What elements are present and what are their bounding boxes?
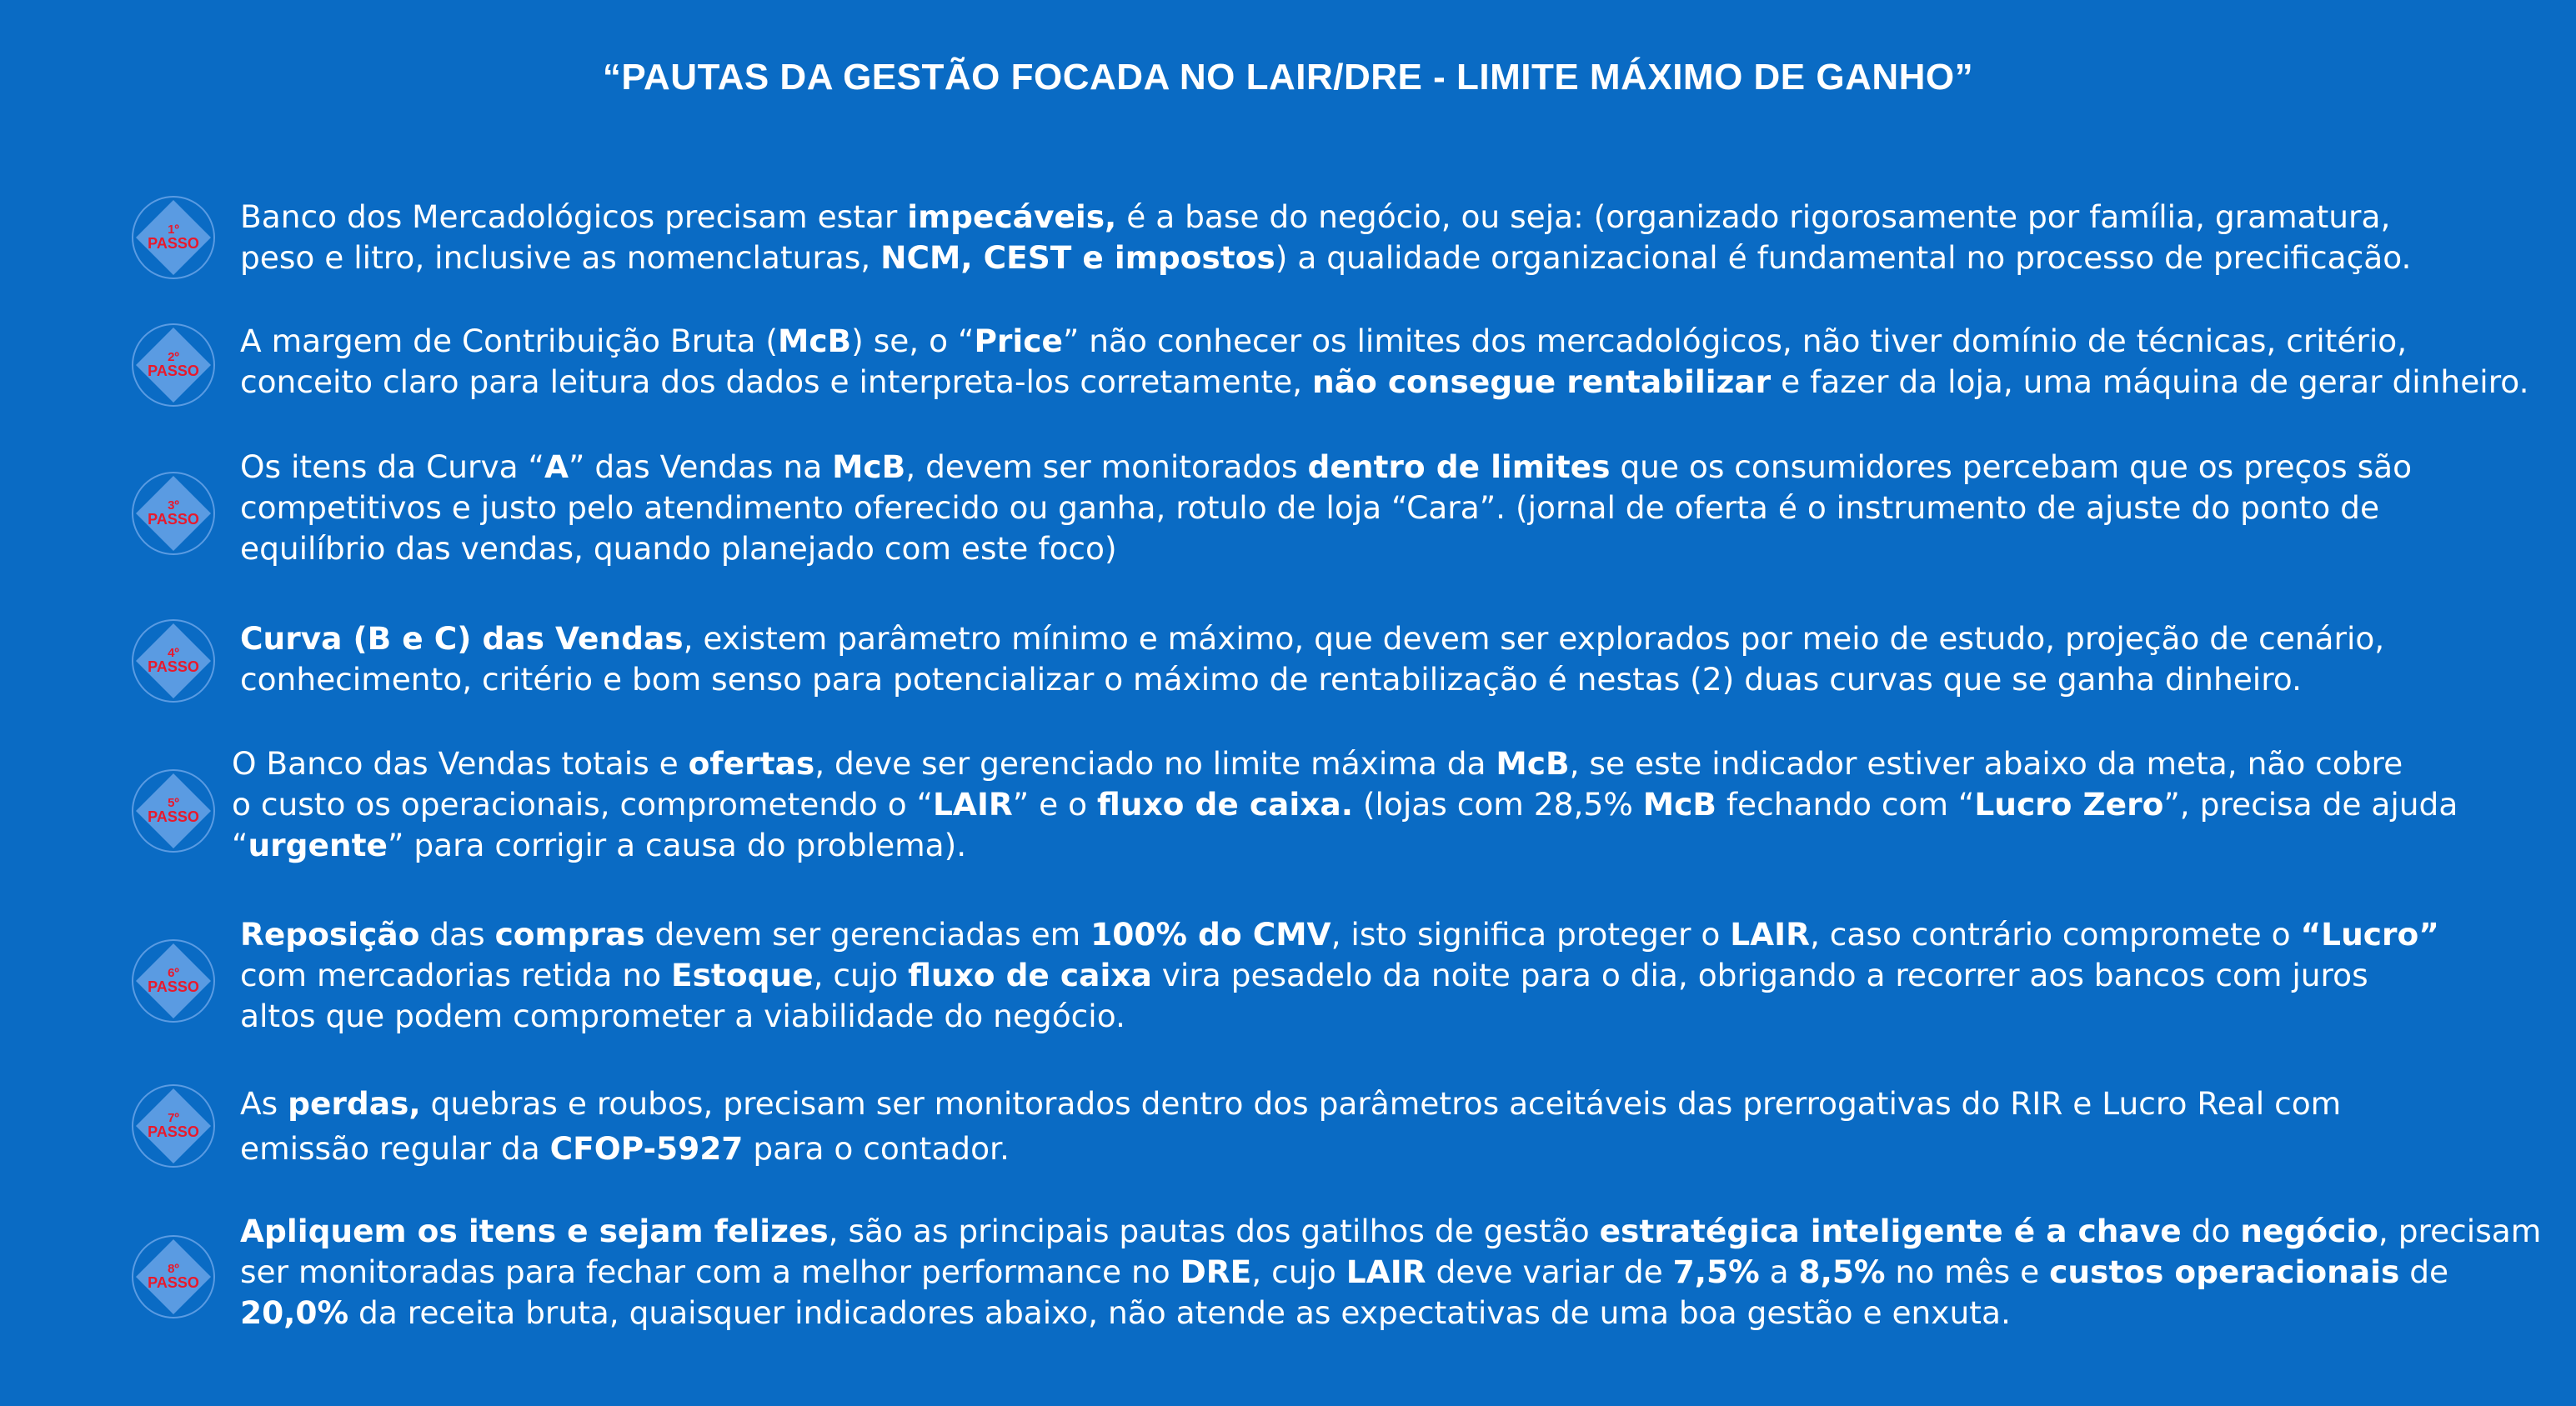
text-run: quebras e roubos, precisam ser monitorados dentro dos parâmetros aceitáveis das prerrogativas do RIR e Lucro Real com: [420, 1085, 2342, 1122]
text-line: [240, 362, 2529, 403]
text-line: [232, 784, 2458, 825]
text-line: [240, 659, 2341, 700]
text-run: peso e litro, inclusive as nomenclaturas,: [240, 239, 881, 276]
bold-text: McB: [832, 448, 906, 485]
text-line: [240, 914, 2439, 955]
text-run: equilíbrio das vendas, quando planejado com este foco): [240, 530, 1117, 567]
bold-text: A: [544, 448, 569, 485]
text-run: fechando com “: [1716, 786, 1975, 823]
step-word: PASSO: [148, 658, 199, 676]
text-run: , deve ser gerenciado no limite máxima da: [814, 745, 1496, 782]
bold-text: estratégica inteligente é a chave: [1599, 1213, 2182, 1249]
text-run: , devem ser monitorados: [905, 448, 1308, 485]
step-badge: [129, 469, 218, 558]
bold-text: não consegue rentabilizar: [1312, 363, 1772, 400]
text-run: “: [232, 827, 248, 863]
bold-text: dentro de limites: [1307, 448, 1611, 485]
bold-text: negócio: [2240, 1213, 2378, 1249]
step-text: [240, 321, 2529, 403]
text-run: ” para corrigir a causa do problema).: [387, 827, 967, 863]
step-word: PASSO: [148, 235, 199, 253]
step-number: 2º: [168, 349, 179, 364]
text-run: O Banco das Vendas totais e: [232, 745, 689, 782]
step-word: PASSO: [148, 1274, 199, 1292]
step-number: 3º: [168, 498, 179, 513]
step-word: PASSO: [148, 978, 199, 996]
step-number: 4º: [168, 645, 179, 660]
text-run: para o contador.: [743, 1130, 1010, 1167]
text-run: ) a qualidade organizacional é fundamental no processo de precificação.: [1275, 239, 2412, 276]
step-text: [232, 743, 2458, 866]
text-run: A margem de Contribuição Bruta (: [240, 323, 778, 359]
text-line: [240, 1126, 2341, 1171]
step-number: 6º: [168, 965, 179, 980]
text-run: com mercadorias retida no: [240, 957, 671, 993]
bold-text: fluxo de caixa: [908, 957, 1152, 993]
text-run: Banco dos Mercadológicos precisam estar: [240, 198, 908, 235]
text-run: no mês e: [1885, 1253, 2050, 1290]
text-run: a: [1759, 1253, 1799, 1290]
bold-text: 7,5%: [1672, 1253, 1760, 1290]
text-run: ” e o: [1012, 786, 1097, 823]
bold-text: compras: [494, 916, 645, 953]
bold-text: McB: [1642, 786, 1716, 823]
text-run: altos que podem comprometer a viabilidade do negócio.: [240, 998, 1125, 1034]
step-number: 1º: [168, 222, 179, 237]
bold-text: ofertas: [688, 745, 815, 782]
bold-text: LAIR: [1730, 916, 1810, 953]
bold-text: custos operacionais: [2049, 1253, 2400, 1290]
text-run: de: [2399, 1253, 2449, 1290]
text-run: ser monitoradas para fechar com a melhor performance no: [240, 1253, 1180, 1290]
text-run: As: [240, 1085, 288, 1122]
bold-text: “Lucro”: [2300, 916, 2439, 953]
text-run: ” das Vendas na: [569, 448, 833, 485]
bold-text: LAIR: [933, 786, 1013, 823]
text-run: Os itens da Curva “: [240, 448, 544, 485]
text-line: [232, 743, 2403, 784]
text-line: [240, 955, 2368, 996]
text-run: que os consumidores percebam que os preços são: [1610, 448, 2413, 485]
bold-text: Price: [974, 323, 1063, 359]
text-line: [240, 618, 2385, 659]
text-run: emissão regular da: [240, 1130, 550, 1167]
text-line: [240, 1081, 2341, 1126]
bold-text: urgente: [248, 827, 388, 863]
text-run: ) se, o “: [851, 323, 975, 359]
text-line: [240, 321, 2408, 362]
text-line: [240, 197, 2391, 238]
step-word: PASSO: [148, 1123, 199, 1141]
text-run: do: [2181, 1213, 2241, 1249]
text-line: [240, 996, 2341, 1037]
text-line: [240, 1211, 2542, 1252]
text-line: [240, 1293, 2341, 1333]
bold-text: Curva (B e C) das Vendas: [240, 620, 684, 657]
step-badge: [129, 767, 218, 855]
step-text: [240, 447, 2413, 569]
bold-text: 8,5%: [1798, 1253, 1886, 1290]
step-badge: [129, 937, 218, 1025]
bold-text: 20,0%: [240, 1294, 349, 1331]
step-word: PASSO: [148, 808, 199, 826]
step-text: [240, 914, 2439, 1037]
step-text: [240, 1081, 2341, 1171]
text-run: o custo os operacionais, comprometendo o “: [232, 786, 934, 823]
text-run: é a base do negócio, ou seja: (organizado rigorosamente por família, gramatura,: [1116, 198, 2391, 235]
text-run: vira pesadelo da noite para o dia, obrigando a recorrer aos bancos com juros: [1151, 957, 2368, 993]
bold-text: impecáveis,: [907, 198, 1117, 235]
text-run: , existem parâmetro mínimo e máximo, que devem ser explorados por meio de estudo, projeção de cenário,: [683, 620, 2385, 657]
step-number: 5º: [168, 795, 179, 810]
page-title: “PAUTAS DA GESTÃO FOCADA NO LAIR/DRE - LIMITE MÁXIMO DE GANHO”: [602, 57, 1974, 98]
text-run: ”, precisa de ajuda: [2163, 786, 2458, 823]
text-run: , cujo: [1251, 1253, 1346, 1290]
text-run: , cujo: [813, 957, 909, 993]
step-text: [240, 1211, 2542, 1333]
bold-text: Reposição: [240, 916, 420, 953]
step-badge: [129, 1082, 218, 1170]
text-run: conhecimento, critério e bom senso para potencializar o máximo de rentabilização é nestas (2) duas curvas que se ganha dinheiro.: [240, 661, 2303, 698]
text-run: , precisam: [2378, 1213, 2542, 1249]
text-run: deve variar de: [1426, 1253, 1673, 1290]
text-run: , caso contrário compromete o: [1809, 916, 2301, 953]
bold-text: Estoque: [670, 957, 814, 993]
text-line: [232, 825, 2333, 866]
step-badge: [129, 617, 218, 705]
text-line: [240, 528, 2341, 569]
bold-text: McB: [1496, 745, 1570, 782]
text-run: (lojas com 28,5%: [1352, 786, 1643, 823]
bold-text: perdas,: [288, 1085, 421, 1122]
bold-text: CFOP-5927: [549, 1130, 744, 1167]
step-text: [240, 197, 2412, 278]
step-word: PASSO: [148, 511, 199, 528]
text-run: , isto significa proteger o: [1331, 916, 1731, 953]
bold-text: fluxo de caixa.: [1096, 786, 1353, 823]
text-line: [240, 1252, 2449, 1293]
text-line: [240, 238, 2412, 278]
text-run: e fazer da loja, uma máquina de gerar dinheiro.: [1771, 363, 2529, 400]
text-line: [240, 447, 2413, 488]
step-number: 8º: [168, 1261, 179, 1276]
text-run: competitivos e justo pelo atendimento oferecido ou ganha, rotulo de loja “Cara”. (jornal de oferta é o instrumento de ajuste do ponto de: [240, 489, 2380, 526]
step-number: 7º: [168, 1110, 179, 1125]
text-run: ” não conhecer os limites dos mercadológicos, não tiver domínio de técnicas, critério,: [1062, 323, 2408, 359]
bold-text: 100% do CMV: [1090, 916, 1331, 953]
bold-text: NCM, CEST e impostos: [880, 239, 1275, 276]
text-line: [240, 488, 2380, 528]
text-run: conceito claro para leitura dos dados e interpreta-los corretamente,: [240, 363, 1312, 400]
text-run: devem ser gerenciadas em: [644, 916, 1091, 953]
bold-text: Lucro Zero: [1974, 786, 2164, 823]
text-run: da receita bruta, quaisquer indicadores abaixo, não atende as expectativas de uma boa gestão e enxuta.: [348, 1294, 2011, 1331]
step-badge: [129, 321, 218, 409]
bold-text: LAIR: [1346, 1253, 1426, 1290]
step-text: [240, 618, 2385, 700]
step-word: PASSO: [148, 363, 199, 380]
bold-text: DRE: [1180, 1253, 1252, 1290]
step-badge: [129, 1233, 218, 1321]
text-run: , se este indicador estiver abaixo da meta, não cobre: [1569, 745, 2403, 782]
text-run: das: [419, 916, 495, 953]
step-badge: [129, 193, 218, 282]
bold-text: McB: [778, 323, 852, 359]
text-run: , são as principais pautas dos gatilhos de gestão: [828, 1213, 1600, 1249]
bold-text: Apliquem os itens e sejam felizes: [240, 1213, 829, 1249]
